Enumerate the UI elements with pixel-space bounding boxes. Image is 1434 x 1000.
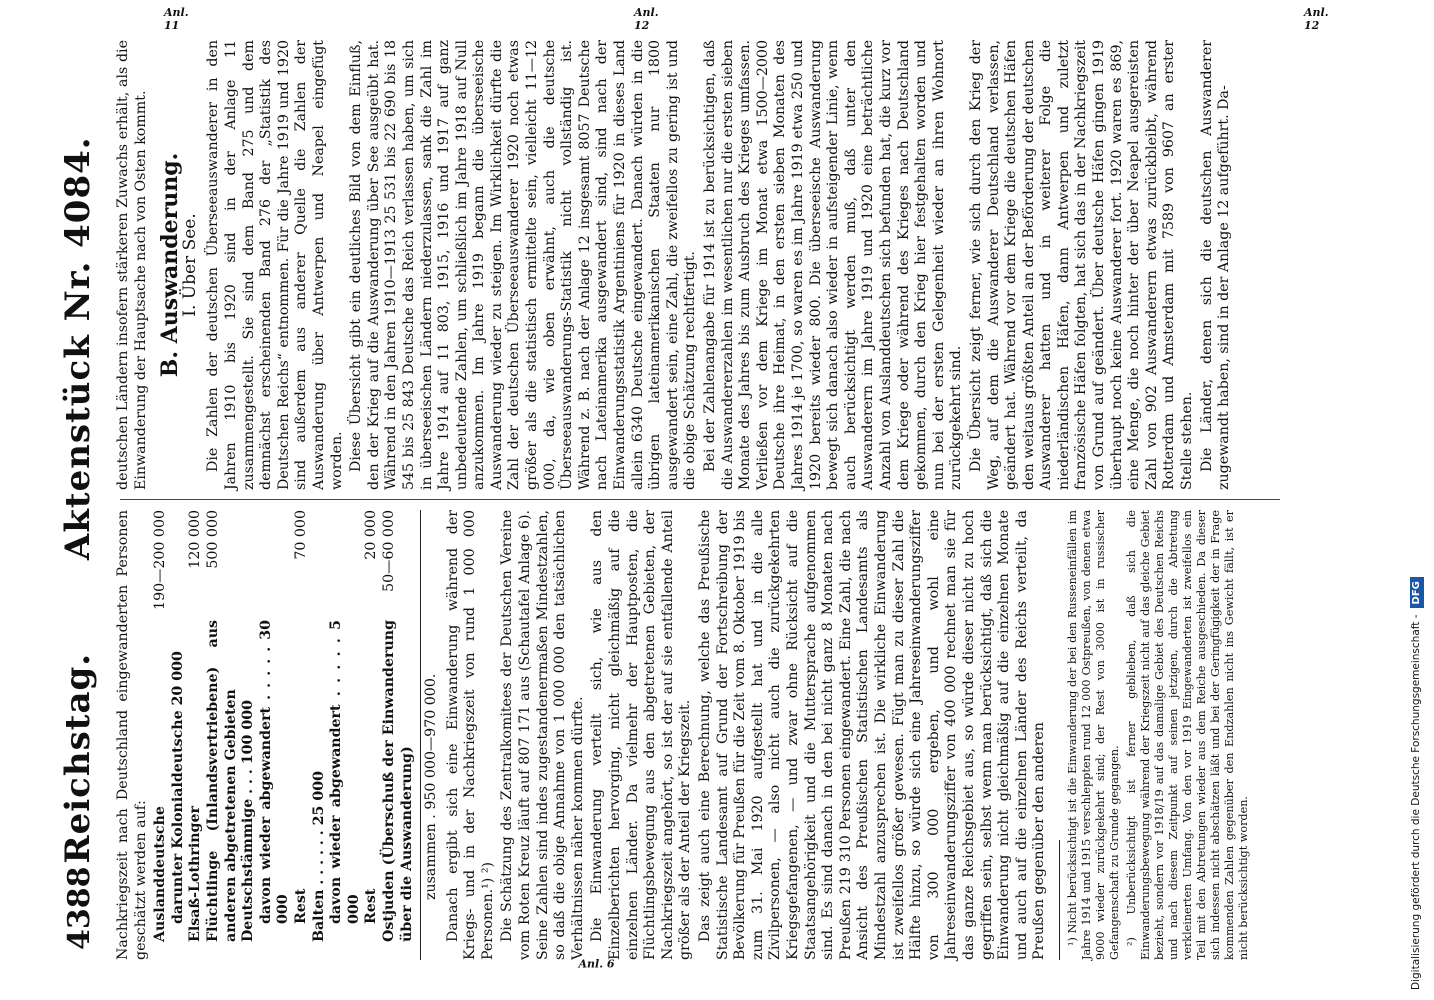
running-title-right: Aktenstück Nr. 4084. bbox=[58, 136, 98, 561]
sum-label: zusammen . 950 000—970 000. bbox=[423, 673, 440, 900]
list-item: Balten . . . . . . 25 000 bbox=[310, 771, 327, 942]
footnote-rule bbox=[1059, 840, 1060, 960]
running-title bbox=[58, 0, 98, 1000]
section-title: B. Auswanderung. bbox=[157, 152, 184, 378]
credit-text-line bbox=[1404, 10, 1428, 990]
sum-line bbox=[420, 510, 441, 960]
paragraph: Bei der Zahlenangabe für 1914 ist zu berücksichtigen, daß die Auswandererzahlen im wesentlichen nur die ersten sieben Monate des Jahres bis zum Ausbruch des Krieges umfassen. Verließen vor dem Kriege im Monat etwa 1500—2000 Deutsche ihre Heimat, in den ersten sieben Monaten des Jahres 1914 je 1700, so waren es im Jahre 1919 etwa 250 und 1920 bereits wieder 800. Die überseeische Auswanderung bewegt sich danach also wieder in aufsteigender Linie, wenn auch berücksichtigt werden muß, daß unter den Auswanderern im Jahre 1919 und 1920 eine beträchtliche Anzahl von Auslanddeutschen sich befunden hat, die kurz vor dem Kriege oder während des Krieges nach Deutschland gekommen, durch den Krieg hier festgehalten worden und nun bei der ersten Gelegenheit wieder an ihren Wohnort zurückgekehrt sind. bbox=[702, 40, 965, 490]
immigration-list bbox=[152, 510, 416, 960]
paragraph: Die Schätzung des Zentralkomitees der Deutschen Vereine vom Roten Kreuz läuft auf 807 171 aus (Schautafel Anlage 6). Seine Zahlen sind indes zugestandenermaßen Mindestzahlen, so daß die obige Annahme von 1 000 000 den tatsächlichen Verhältnissen näher kommen dürfte. bbox=[499, 510, 586, 960]
list-item: Rest 70 000 bbox=[292, 510, 309, 924]
margin-note-anl12: Anl. 12 bbox=[1304, 6, 1329, 32]
footnote: ¹) Nicht berücksichtigt ist die Einwanderung der bei den Russeneinfällen im Jahre 1914 und 1915 verschleppten rund 12 000 Ostpreußen, von denen etwa 9000 wieder zurückgekehrt sind; der Rest von 3000 ist in russischer Gefangenschaft zu Grunde gegangen. bbox=[1065, 510, 1121, 960]
margin-note-anl11: Anl. 11 bbox=[164, 6, 189, 32]
column-divider bbox=[120, 499, 1280, 500]
margin-note-anl12: Anl. 12 bbox=[634, 6, 659, 32]
paragraph: Das zeigt auch eine Berechnung, welche das Preußische Statistische Landesamt auf Grund der Fortschreibung der Bevölkerung für Preußen für die Zeit vom 8. Oktober 1919 bis zum 31. Mai 1920 aufgestellt hat und in die alle Zivilpersonen, — also nicht auch die zurückgekehrten Kriegsgefangenen, — und zwar ohne Rücksicht auf die Staatsangehörigkeit und die Muttersprache aufgenommen sind. Es sind danach in den bei nicht ganz 8 Monaten nach Preußen 219 310 Personen eingewandert. Eine Zahl, die nach Ansicht des Preußischen Statistischen Landesamts als Mindestzahl anzusprechen ist. Die wirkliche Einwanderung ist zweifellos größer gewesen. Fügt man zu dieser Zahl die Hälfte hinzu, so würde sich eine Jahreseinwanderungsziffer von 300 000 ergeben, und wohl eine Jahreseinwanderungsziffer von 400 000 rechnet man sie für das ganze Reichsgebiet aus, so würde dieser nicht zu hoch gegriffen sein, selbst wenn man berücksichtigt, daß sich die Einwanderung nicht gleichmäßig auf die einzelnen Monate und auch auf die einzelnen Länder des Reichs verteilt, da Preußen gegenüber den anderen bbox=[697, 510, 1048, 960]
credit-text: Digitalisierung gefördert durch die Deutsche Forschungsgemeinschaft - bbox=[1410, 614, 1422, 990]
paragraph: Danach ergibt sich eine Einwanderung während der Kriegs- und in der Nachkriegszeit von rund 1 000 000 Personen.¹) ²) bbox=[444, 510, 496, 960]
digitization-credit bbox=[1404, 10, 1428, 990]
list-item: Deutschstämmige . . . 100 000 bbox=[240, 700, 257, 942]
paragraph: Diese Übersicht gibt ein deutliches Bild von dem Einfluß, den der Krieg auf die Auswanderung über See ausgeübt hat. Während in den Jahren 1910—1913 25 531 bis 22 690 bis 18 545 bis 25 843 Deutsche das Reich verlassen haben, um sich in überseeischen Ländern niederzulassen, sank die Zahl im Jahre 1914 auf 11 803, 1915, 1916 und 1917 auf ganz unbedeutende Zahlen, um schließlich im Jahre 1918 auf Null anzukommen. Im Jahre 1919 begann die überseeische Auswanderung wieder zu steigen. Im Wirklichkeit dürfte die Zahl der deutschen Überseeauswanderer 1920 noch etwas größer als die statistisch ermittelte sein, vielleicht 11—12 000, da, wie oben erwähnt, auch die deutsche Überseeauswanderungs-Statistik nicht vollständig ist. Während z. B. nach der Anlage 12 insgesamt 8057 Deutsche nach Lateinamerika ausgewandert sind, sind nach der Einwanderungsstatistik Argentiniens für 1920 in dieses Land allein 6340 Deutsche eingewandert. Danach würden in die übrigen lateinamerikanischen Staaten nur 1800 ausgewandert sein, eine Zahl, die zweifellos zu gering ist und die obige Schätzung rechtfertigt. bbox=[348, 40, 699, 490]
dfg-logo: DFG bbox=[1410, 577, 1424, 608]
paragraph: Die Zahlen der deutschen Überseeauswanderer in den Jahren 1910 bis 1920 sind in der Anlage 11 zusammengestellt. Sie sind dem Band 275 und dem demnächst erscheinenden Band 276 der „Statistik des Deutschen Reichs“ entnommen. Für die Jahre 1919 und 1920 sind außerdem aus anderer Quelle die Zahlen der Auswanderung über Antwerpen und Neapel eingefügt worden. bbox=[205, 40, 345, 490]
list-item: Elsaß-Lothringer 120 000 bbox=[187, 510, 204, 942]
list-item: Rest 20 000 bbox=[363, 510, 380, 924]
list-item: davon wieder abgewandert . . . . . 30 000 bbox=[257, 620, 292, 924]
paragraph: Die Übersicht zeigt ferner, wie sich durch den Krieg der Weg, auf dem die Auswanderer Deutschland verlassen, geändert hat. Während vor dem Kriege die deutschen Häfen den weitaus größten Anteil an der Beförderung der deutschen Auswanderer hatten und in weiterer Folge die niederländischen Häfen, dann Antwerpen und zuletzt französische Häfen folgten, hat sich das in der Nachkriegszeit von Grund auf geändert. Über deutsche Häfen gingen 1919 überhaupt noch keine Auswanderer fort. 1920 waren es 869, eine Menge, die noch hinter der über Neapel ausgereisten Zahl von 902 Auswanderern etwas zurückbleibt, während Rotterdam und Amsterdam mit 7589 von 9607 an erster Stelle stehen. bbox=[967, 40, 1196, 490]
list-item: davon wieder abgewandert . . . . . 5 000 bbox=[328, 620, 362, 924]
list-item: Flüchtlinge (Inlandsvertriebene) aus anderen abgetretenen Gebieten 500 000 bbox=[204, 510, 239, 942]
footnote: ²) Unberücksichtigt ist ferner geblieben, daß sich die Einwanderungsbewegung während der Kriegszeit nicht auf das gleiche Gebiet bezieht, sondern vor 1918/19 auf das damalige Gebiet des Deutschen Reichs und nach diesem Zeitpunkt auf seinen jetzigen, durch die Abtretung verkleinerten Umfang. Von den vor 1919 Eingewanderten ist zweifellos ein Teil mit den Abtretungen wieder aus dem Reiche ausgeschieden. Da dieser sich indessen nicht abschätzen läßt und bei der Geringfügigkeit der in Frage kommenden Zahlen gegenüber den Endzahlen nicht ins Gewicht fällt, ist er nicht berücksichtigt worden. bbox=[1124, 510, 1250, 960]
page-header bbox=[40, 0, 110, 1000]
intro-paragraph: Nachkriegszeit nach Deutschland eingewanderten Personen geschätzt werden auf: bbox=[115, 510, 149, 960]
margin-note-anl6: Anl. 6 bbox=[578, 957, 615, 971]
list-item: Auslanddeutsche 190—200 000 bbox=[152, 510, 169, 942]
section-subtitle: I. Über See. bbox=[179, 213, 200, 317]
left-column bbox=[115, 510, 1254, 960]
list-item: Ostjuden (Überschuß der Einwanderung über die Auswanderung) 50—60 000 bbox=[380, 510, 415, 942]
right-column bbox=[115, 40, 1236, 490]
running-title-left: Reichstag. bbox=[58, 652, 98, 864]
paragraph: Die Einwanderung verteilt sich, wie aus den Einzelberichten hervorging, nicht gleichmäßig auf die einzelnen Länder. Da vielmehr der Hauptposten, die Flüchtlingsbewegung aus den abgetretenen Gebieten, der Nachkriegszeit angehört, so ist der auf sie entfallende Anteil größer als der Anteil der Kriegszeit. bbox=[589, 510, 694, 960]
paragraph: Die Länder, denen sich die deutschen Auswanderer zugewandt haben, sind in der Anlage 12 aufgeführt. Da- bbox=[1198, 40, 1233, 490]
paragraph: deutschen Ländern insofern stärkeren Zuwachs erhält, als die Einwanderung der Hauptsache nach von Osten kommt. bbox=[115, 40, 149, 490]
list-item: darunter Kolonialdeutsche 20 000 bbox=[169, 651, 186, 924]
page-number: 4388 bbox=[62, 866, 97, 950]
